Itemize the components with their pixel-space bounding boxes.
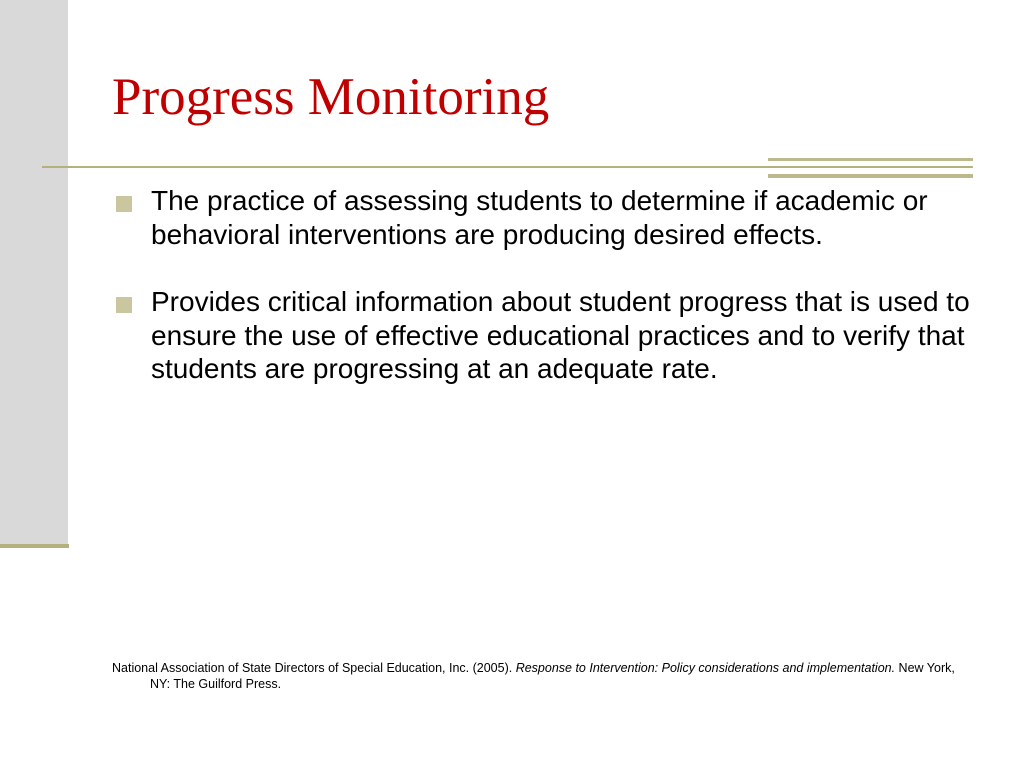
bullet-text: The practice of assessing students to determine if academic or behavioral interventions are producing desired effects. [151, 185, 928, 250]
slide-title: Progress Monitoring [112, 68, 550, 126]
left-sidebar-underline [0, 544, 69, 548]
bullet-list [116, 184, 976, 420]
bullet-item [116, 184, 976, 251]
citation-footnote [112, 660, 960, 693]
square-bullet-icon [116, 297, 132, 313]
citation-publisher: New York, NY: The Guilford Press. [150, 661, 955, 692]
square-bullet-icon [116, 196, 132, 212]
citation-authors-year: National Association of State Directors of Special Education, Inc. (2005). [112, 661, 516, 675]
left-sidebar-bar [0, 0, 68, 545]
bullet-text: Provides critical information about student progress that is used to ensure the use of effective educational practices and to verify that students are progressing at an adequate rate. [151, 286, 970, 385]
bullet-item [116, 285, 976, 386]
title-divider-accent [768, 158, 973, 178]
citation-work-title: Response to Intervention: Policy considerations and implementation. [515, 661, 896, 675]
